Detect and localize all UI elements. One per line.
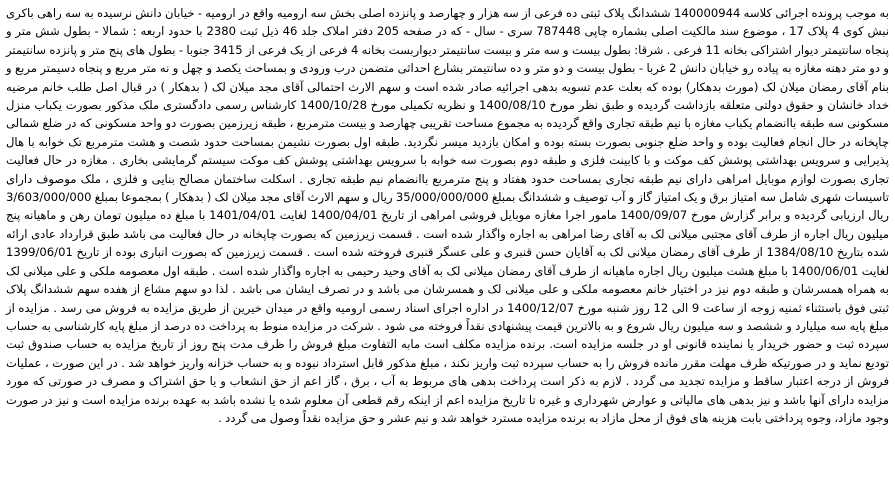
- auction-notice-text: به موجب پرونده اجرائی کلاسه 140000944 ششدانگ پلاک ثبتی ده فرعی از سه هزار و چهارصد و پانزده اصلی بخش سه ارومیه واقع در ارومیه - خیابان دانش نرسیده به سه راهی باکری نبش کوی 4 پلاک 17 ، موضوع سند مالکیت اصلی بشماره چاپی 787448 سری - سال - که در صفحه 205 دفتر املاک جلد 46 ذیل ثبت 2380 با حدود اربعه : شمالا - بطول شش متر و پنجاه سانتیمتر دیوار اشتراکی بخانه 11 فرعی . شرقا: بطول بیست و سه متر و بیست سانتیمتر دیواربست بخانه 4 فرعی از یک فرعی از 3415 جنوبا - بطول های پنج متر و پانزده سانتیمتر و دو متر دهنه مغازه به پیاده رو خیابان دانش 2 غربا - بطول بیست و دو متر و ده سانتیمتر بشارع احداثی متضمن درب ورودی و بمساحت یکصد و چهل و نه متر مربع و پنجاه دسیمتر مربع و بنام آقای رمضان میلان لک (مورث بدهکار) بوده که بعلت عدم تسویه بدهی اجرائیه صادر شده است و سهم الارث احتمالی آقای مجد میلان لک ( بدهکار ) در قبال اصل طلب خانم مرضیه خداد خانشان و حقوق دولتی متعلقه بازداشت گردیده و طبق نظر مورخ 1400/08/10 و نظریه تکمیلی مورخ 1400/10/28 کارشناس رسمی دادگستری ملک مذکور بصورت یکباب منزل مسکونی سه طبقه باانضمام یکباب مغازه با نیم طبقه تجاری واقع گردیده به مجموع مساحت تقریبی چهارصد و بیست مترمربع ، طبقه زیرزمین بصورت دو واحد مسکونی که در ضلع شمالی چاپخانه در حال انجام فعالیت بوده و واحد ضلع جنوبی بصورت بسته بوده و امکان بازدید میسر نگردید. طبقه اول بصورت نشیمن بمساحت حدود شصت و هشت مترمربع تک خوابه با هال پذیرایی و سرویس بهداشتی پوشش کف موکت و با کابینت فلزی و طبقه دوم بصورت سه خوابه با سرویس بهداشتی پوشش کف موکت سیستم گرمایشی بخاری . مغازه در حال فعالیت تجاری بصورت لوازم موبایل امراهی دارای نیم طبقه تجاری بمساحت حدود هفتاد و پنج مترمربع باانضمام نیم طبقه تجاری . اسکلت ساختمان مصالح بنایی و فلزی ، ملک موصوف دارای تاسیسات شهری شامل سه امتیاز برق و یک امتیاز گاز و آب توصیف و ششدانگ بمبلغ 35/000/000/000 ریال و سهم الارث آقای مجد میلان لک ( بدهکار ) بمجموعا بمبلغ 3/603/000/000 ریال ارزیابی گردیده و برابر گزارش مورخ 1400/09/07 مامور اجرا مغازه موبایل فروشی امراهی از تاریخ 1400/04/01 لغایت 1401/04/01 با مبلغ ده میلیون تومان رهن و ماهیانه پنج میلیون ریال اجاره از طرف آقای مجتبی میلانی لک به آقای رضا امراهی به اجاره واگذار شده است . قسمت زیرزمین که بصورت چاپخانه در حال فعالیت می باشد طبق قرارداد عادی ارائه شده بتاریخ 1384/08/10 از طرف آقای رمضان میلانی لک به آقایان حسن قنبری و علی عسگر قنبری فروخته شده است . قسمت زیرزمین که بصورت انباری بوده از تاریخ 1399/06/01 لغایت 1400/06/01 با مبلغ هشت میلیون ریال اجاره ماهیانه از طرف آقای رمضان میلانی لک به آقای وحید رحیمی به اجاره واگذار شده است . طبقه اول معصومه ملکی و علی میلانی لک به همراه همسرشان و طبقه دوم نیز در اختیار خانم معصومه ملکی و علی میلانی لک و همسرشان می باشد و در تصرف ایشان می باشد . لذا دو سهم مشاع از هفده سهم ششدانگ پلاک ثبتی فوق باستثناء ثمنیه زوجه از ساعت 9 الی 12 روز شنبه مورخ 1400/12/07 در اداره اجرای اسناد رسمی ارومیه واقع در میدان خیرین از طریق مزایده به فروش می رسد . مزایده از مبلغ پایه سه میلیارد و ششصد و سه میلیون ریال شروع و به بالاترین قیمت پیشنهادی نقداً فروخته می شود . شرکت در مزایده منوط به پرداخت ده درصد از مبلغ پایه کارشناسی به حساب سپرده ثبت و حضور خریدار یا نماینده قانونی او در جلسه مزایده است. برنده مزایده مکلف است مابه التفاوت مبلغ فروش را ظرف مدت پنج روز از تاریخ مزایده به حساب صندوق ثبت تودیع نماید و در صورتیکه ظرف مهلت مقرر مانده فروش را به حساب سپرده ثبت واریز نکند ، مبلغ مذکور قابل استرداد نبوده و به حساب خزانه واریز خواهد شد . در این صورت ، عملیات فروش از درجه اعتبار ساقط و مزایده تجدید می گردد . لازم به ذکر است پرداخت بدهی های مربوط به آب ، برق ، گاز اعم از حق انشعاب و یا حق اشتراک و مصرف در صورتی که مورد مزایده دارای آنها باشد و نیز بدهی های مالیاتی و عوارض شهرداری و غیره تا تاریخ مزایده اعم از اینکه رقم قطعی آن معلوم شده یا نشده باشد به عهده برنده مزایده است و نیز در صورت وجود مازاد، وجوه پرداختی بابت هزینه های فوق از محل مازاد به برنده مزایده مسترد خواهد شد و نیم عشر و حق مزایده نقداً وصول می گردد .: [6, 6, 890, 425]
